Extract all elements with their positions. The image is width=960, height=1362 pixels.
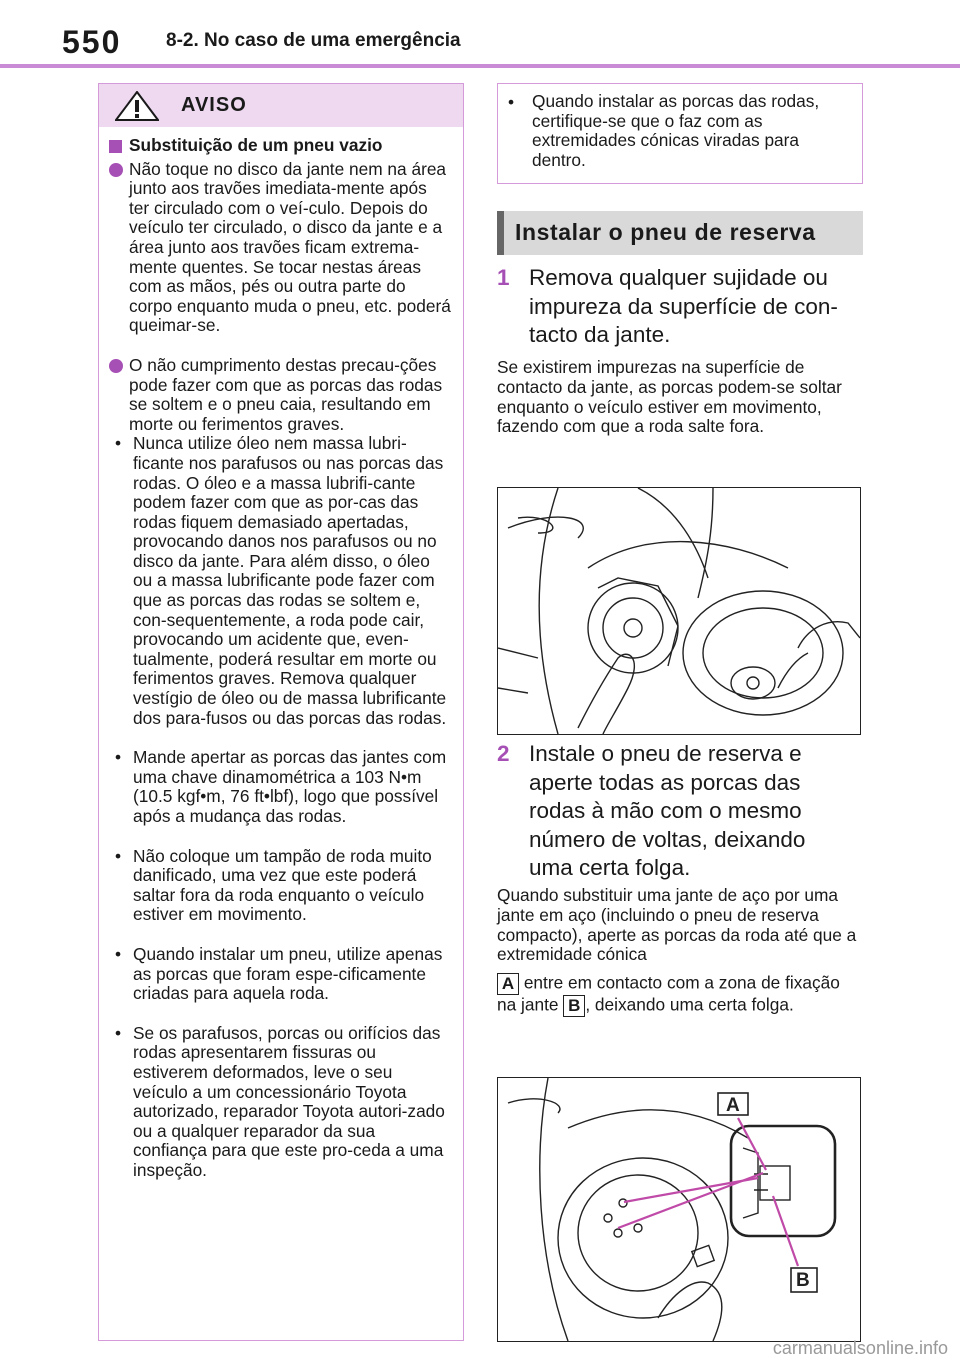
warning-item: Não toque no disco da jante nem na área junto aos travões imediata-mente após ter circulado com o veí-culo. Depois do veículo ter circulado, o disco da jante e a área junto aos travões ficam extrema-mente quentes. Se tocar nestas áreas com as mãos, pés ou outra parte do corpo enquanto muda o pneu, etc. poderá queimar-se. — [109, 160, 451, 336]
warning-section-heading: Substituição de um pneu vazio — [109, 136, 451, 156]
warning-bullet: • Quando instalar um pneu, utilize apenas as porcas que foram espe-cificamente criadas para aquela roda. — [115, 943, 443, 1004]
square-bullet-icon — [109, 140, 122, 153]
warning-bullet: • Mande apertar as porcas das jantes com uma chave dinamométrica a 103 N•m (10.5 kgf•m, 76 ft•lbf), logo que possível após a mudança das rodas. — [115, 747, 447, 826]
section-heading — [497, 211, 863, 255]
step-1-detail: Se existirem impurezas na superfície de contacto da jante, as porcas podem-se soltar enquanto o veículo estiver em movimento, fazendo com que a roda salte fora. — [497, 357, 842, 437]
circle-bullet-icon — [109, 163, 123, 177]
wheel-cleaning-illustration — [498, 488, 860, 734]
warning-bullet: • Não coloque um tampão de roda muito danificado, uma vez que este poderá saltar fora da roda enquanto o veículo estiver em movimento. — [115, 845, 432, 925]
label-b-box: B — [563, 995, 585, 1017]
page-number: 550 — [62, 24, 122, 60]
step-text: Remova qualquer sujidade ou impureza da superfície de con-tacto da jante. — [529, 265, 838, 347]
step-2-detail: Quando substituir uma jante de aço por uma jante em aço (incluindo o pneu de reserva compacto), aperte as porcas da roda até que a extremidade cónica A entre em contacto com a zona de fixação na jante B , deixando uma certa folga. — [497, 885, 857, 1016]
warning-title: AVISO — [181, 94, 247, 116]
warning-box — [98, 83, 464, 1341]
step-1 — [497, 264, 847, 354]
warning-item: O não cumprimento destas precau-ções pode fazer com que as porcas das rodas se soltem e o pneu caia, resultando em morte ou ferimentos graves. — [109, 356, 451, 434]
step-2 — [497, 740, 847, 886]
warning-header — [99, 84, 463, 127]
header-divider — [0, 64, 960, 68]
step-number: 1 — [497, 265, 510, 290]
note-text: Quando instalar as porcas das rodas, certifique-se que o faz com as extremidades cónicas viradas para dentro. — [532, 91, 820, 170]
step-text: Instale o pneu de reserva e aperte todas as porcas das rodas à mão com o mesmo número de voltas, deixando uma certa folga. — [529, 741, 806, 880]
figure-clean-wheel — [497, 487, 861, 735]
note-box: • Quando instalar as porcas das rodas, certifique-se que o faz com as extremidades cónicas viradas para dentro. — [497, 83, 863, 184]
nut-installation-illustration — [498, 1078, 860, 1341]
circle-bullet-icon — [109, 359, 123, 373]
warning-icon — [115, 91, 159, 121]
warning-bullet: • Se os parafusos, porcas ou orifícios das rodas apresentarem fissuras ou estiverem deformados, leve o seu veículo a um concessionário Toyota autorizado, reparador Toyota autori-zado ou a qualquer reparador da sua confiança para que este pro-ceda a uma inspeção. — [115, 1022, 445, 1180]
label-a-box: A — [497, 973, 519, 995]
watermark: carmanualsonline.info — [772, 1338, 948, 1358]
section-heading-text: Instalar o pneu de reserva — [515, 219, 816, 245]
section-title: 8-2. No caso de uma emergência — [166, 30, 461, 51]
figure-label-a: A — [726, 1095, 740, 1116]
warning-bullet: • Nunca utilize óleo nem massa lubri-ficante nos parafusos ou nas porcas das rodas. O óleo e a massa lubrifi-cante podem fazer com que as por-cas das rodas fiquem demasiado apertadas, provocando danos nos parafusos ou no disco da jante. Para além disso, o óleo ou a massa lubrificante pode fazer com que as porcas das rodas se soltem e, con-sequentemente, a roda pode cair, provocando um acidente que, even-tualmente, poderá resultar em morte ou ferimentos graves. Remova qualquer vestígio de óleo ou de massa lubrificante dos para-fusos ou das porcas das rodas. — [115, 433, 447, 728]
figure-label-b: B — [796, 1270, 810, 1291]
figure-install-nuts — [497, 1077, 861, 1342]
step-number: 2 — [497, 741, 510, 766]
